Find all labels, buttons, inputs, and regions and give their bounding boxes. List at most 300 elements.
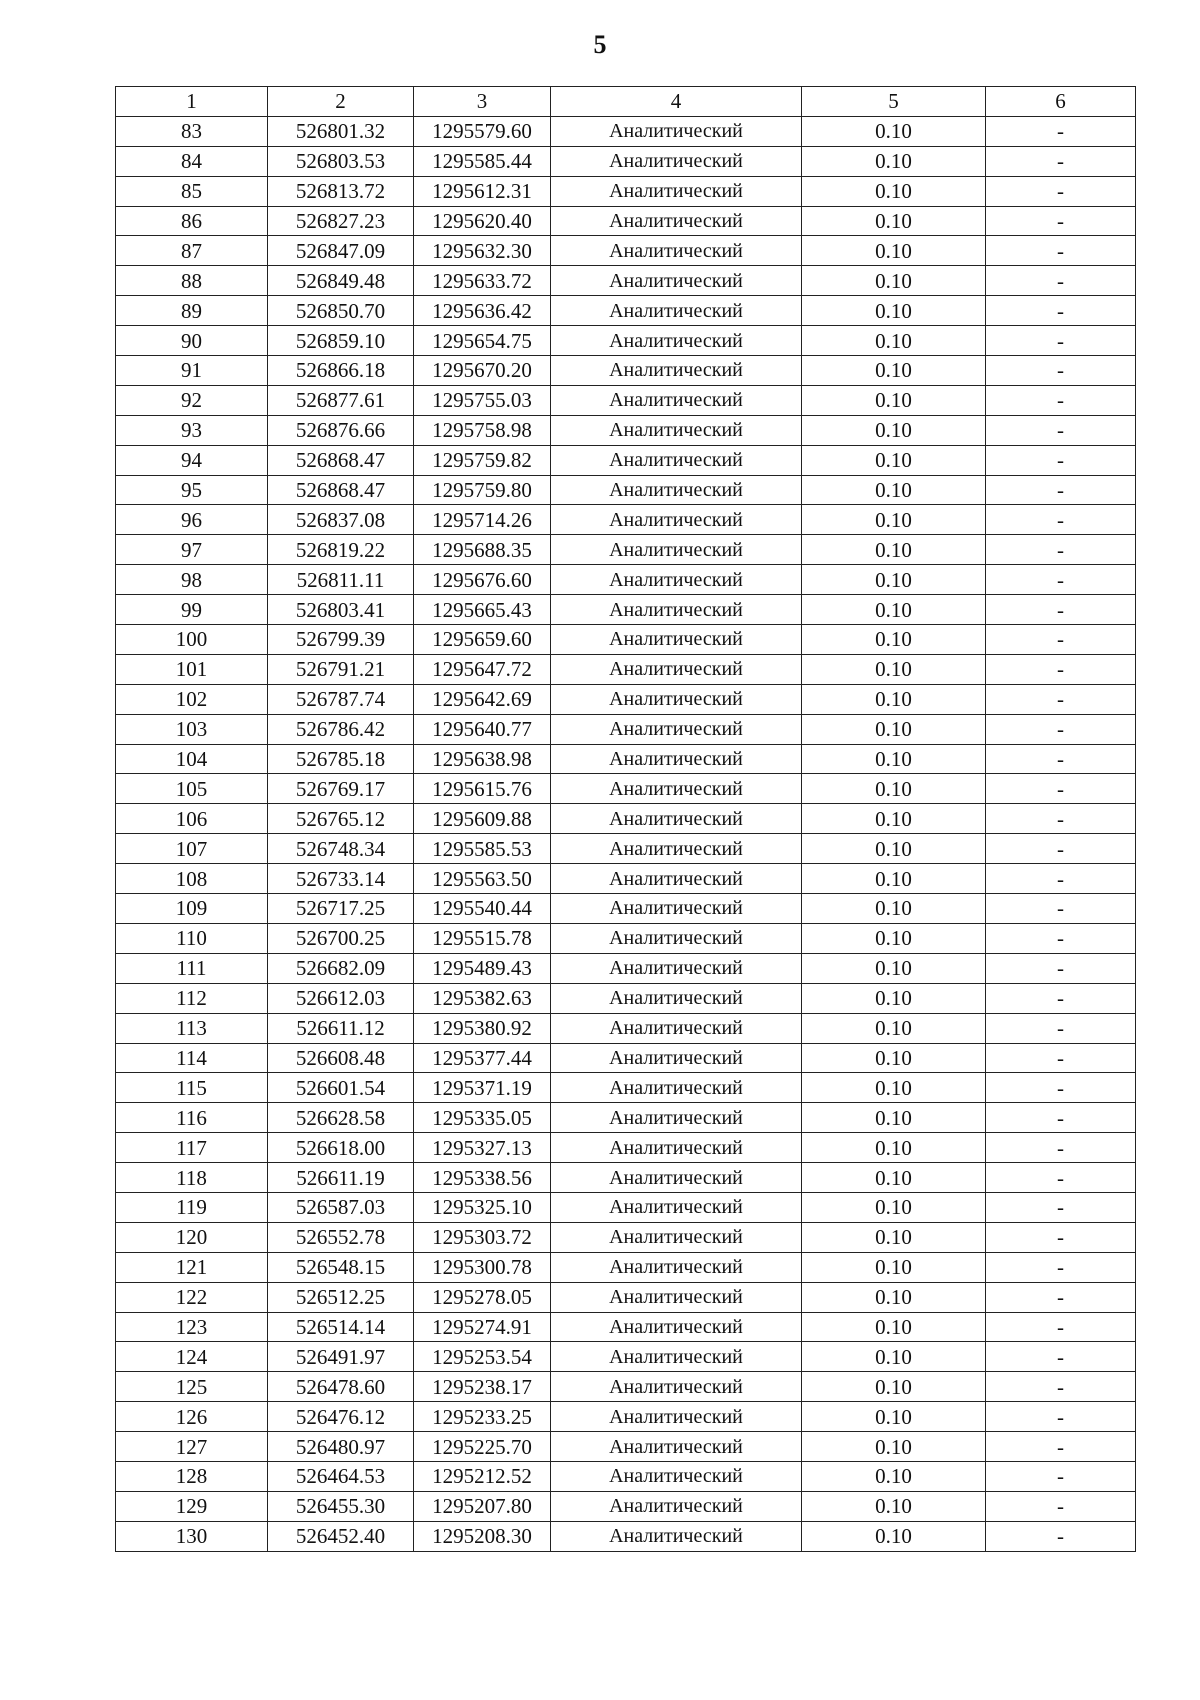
cell-method: Аналитический bbox=[551, 744, 802, 774]
cell-coord-y: 1295759.82 bbox=[414, 445, 551, 475]
cell-accuracy: 0.10 bbox=[802, 475, 986, 505]
table-row bbox=[116, 774, 1136, 804]
cell-note: - bbox=[986, 923, 1136, 953]
cell-point-number: 97 bbox=[116, 535, 268, 565]
cell-method: Аналитический bbox=[551, 1013, 802, 1043]
cell-accuracy: 0.10 bbox=[802, 1163, 986, 1193]
cell-method: Аналитический bbox=[551, 475, 802, 505]
table-row bbox=[116, 1372, 1136, 1402]
cell-coord-y: 1295609.88 bbox=[414, 804, 551, 834]
cell-accuracy: 0.10 bbox=[802, 176, 986, 206]
cell-note: - bbox=[986, 834, 1136, 864]
cell-point-number: 112 bbox=[116, 983, 268, 1013]
cell-accuracy: 0.10 bbox=[802, 146, 986, 176]
cell-coord-y: 1295515.78 bbox=[414, 923, 551, 953]
cell-coord-y: 1295382.63 bbox=[414, 983, 551, 1013]
cell-accuracy: 0.10 bbox=[802, 1521, 986, 1551]
cell-point-number: 87 bbox=[116, 236, 268, 266]
cell-note: - bbox=[986, 654, 1136, 684]
cell-point-number: 118 bbox=[116, 1163, 268, 1193]
cell-method: Аналитический bbox=[551, 385, 802, 415]
cell-coord-x: 526628.58 bbox=[268, 1103, 414, 1133]
cell-method: Аналитический bbox=[551, 296, 802, 326]
cell-note: - bbox=[986, 595, 1136, 625]
cell-point-number: 91 bbox=[116, 356, 268, 386]
cell-point-number: 86 bbox=[116, 206, 268, 236]
cell-note: - bbox=[986, 1402, 1136, 1432]
cell-coord-y: 1295585.53 bbox=[414, 834, 551, 864]
cell-method: Аналитический bbox=[551, 176, 802, 206]
cell-point-number: 130 bbox=[116, 1521, 268, 1551]
table-row bbox=[116, 1461, 1136, 1491]
page-number: 5 bbox=[593, 30, 607, 59]
header-col-5: 5 bbox=[802, 87, 986, 117]
cell-coord-x: 526548.15 bbox=[268, 1252, 414, 1282]
cell-coord-x: 526608.48 bbox=[268, 1043, 414, 1073]
table-row bbox=[116, 1133, 1136, 1163]
cell-accuracy: 0.10 bbox=[802, 415, 986, 445]
cell-coord-y: 1295714.26 bbox=[414, 505, 551, 535]
cell-method: Аналитический bbox=[551, 535, 802, 565]
table-row bbox=[116, 206, 1136, 236]
cell-coord-x: 526850.70 bbox=[268, 296, 414, 326]
cell-accuracy: 0.10 bbox=[802, 1222, 986, 1252]
cell-note: - bbox=[986, 326, 1136, 356]
table-row bbox=[116, 1491, 1136, 1521]
table-header bbox=[116, 87, 1136, 117]
cell-method: Аналитический bbox=[551, 1432, 802, 1462]
cell-coord-y: 1295371.19 bbox=[414, 1073, 551, 1103]
cell-point-number: 92 bbox=[116, 385, 268, 415]
cell-note: - bbox=[986, 1163, 1136, 1193]
cell-accuracy: 0.10 bbox=[802, 505, 986, 535]
cell-accuracy: 0.10 bbox=[802, 1312, 986, 1342]
cell-note: - bbox=[986, 1312, 1136, 1342]
cell-method: Аналитический bbox=[551, 445, 802, 475]
cell-coord-x: 526769.17 bbox=[268, 774, 414, 804]
cell-note: - bbox=[986, 1043, 1136, 1073]
cell-coord-x: 526765.12 bbox=[268, 804, 414, 834]
table-row bbox=[116, 1192, 1136, 1222]
cell-note: - bbox=[986, 1133, 1136, 1163]
cell-accuracy: 0.10 bbox=[802, 714, 986, 744]
table-row bbox=[116, 146, 1136, 176]
cell-coord-y: 1295274.91 bbox=[414, 1312, 551, 1342]
cell-point-number: 106 bbox=[116, 804, 268, 834]
cell-accuracy: 0.10 bbox=[802, 385, 986, 415]
cell-note: - bbox=[986, 176, 1136, 206]
cell-coord-x: 526748.34 bbox=[268, 834, 414, 864]
cell-method: Аналитический bbox=[551, 1192, 802, 1222]
cell-accuracy: 0.10 bbox=[802, 296, 986, 326]
table-row bbox=[116, 894, 1136, 924]
cell-coord-x: 526682.09 bbox=[268, 953, 414, 983]
cell-method: Аналитический bbox=[551, 864, 802, 894]
cell-coord-x: 526866.18 bbox=[268, 356, 414, 386]
cell-coord-x: 526452.40 bbox=[268, 1521, 414, 1551]
cell-coord-y: 1295688.35 bbox=[414, 535, 551, 565]
cell-note: - bbox=[986, 953, 1136, 983]
cell-coord-x: 526611.12 bbox=[268, 1013, 414, 1043]
cell-point-number: 111 bbox=[116, 953, 268, 983]
cell-note: - bbox=[986, 415, 1136, 445]
cell-point-number: 128 bbox=[116, 1461, 268, 1491]
cell-method: Аналитический bbox=[551, 1491, 802, 1521]
table-row bbox=[116, 1312, 1136, 1342]
cell-point-number: 100 bbox=[116, 625, 268, 655]
cell-coord-x: 526876.66 bbox=[268, 415, 414, 445]
cell-point-number: 95 bbox=[116, 475, 268, 505]
cell-method: Аналитический bbox=[551, 565, 802, 595]
cell-coord-y: 1295278.05 bbox=[414, 1282, 551, 1312]
cell-coord-x: 526478.60 bbox=[268, 1372, 414, 1402]
cell-note: - bbox=[986, 535, 1136, 565]
cell-note: - bbox=[986, 236, 1136, 266]
cell-point-number: 105 bbox=[116, 774, 268, 804]
cell-coord-x: 526813.72 bbox=[268, 176, 414, 206]
cell-point-number: 89 bbox=[116, 296, 268, 326]
cell-method: Аналитический bbox=[551, 654, 802, 684]
cell-coord-x: 526491.97 bbox=[268, 1342, 414, 1372]
cell-coord-x: 526799.39 bbox=[268, 625, 414, 655]
cell-coord-y: 1295225.70 bbox=[414, 1432, 551, 1462]
cell-coord-x: 526868.47 bbox=[268, 475, 414, 505]
cell-coord-y: 1295338.56 bbox=[414, 1163, 551, 1193]
table-row bbox=[116, 654, 1136, 684]
cell-coord-x: 526618.00 bbox=[268, 1133, 414, 1163]
cell-accuracy: 0.10 bbox=[802, 356, 986, 386]
cell-coord-x: 526611.19 bbox=[268, 1163, 414, 1193]
cell-note: - bbox=[986, 445, 1136, 475]
cell-note: - bbox=[986, 505, 1136, 535]
cell-method: Аналитический bbox=[551, 505, 802, 535]
cell-method: Аналитический bbox=[551, 1073, 802, 1103]
table-row bbox=[116, 714, 1136, 744]
table-row bbox=[116, 1013, 1136, 1043]
cell-coord-y: 1295612.31 bbox=[414, 176, 551, 206]
cell-method: Аналитический bbox=[551, 1521, 802, 1551]
cell-point-number: 102 bbox=[116, 684, 268, 714]
cell-coord-y: 1295647.72 bbox=[414, 654, 551, 684]
cell-coord-x: 526733.14 bbox=[268, 864, 414, 894]
cell-point-number: 110 bbox=[116, 923, 268, 953]
cell-point-number: 83 bbox=[116, 116, 268, 146]
table-row bbox=[116, 684, 1136, 714]
cell-accuracy: 0.10 bbox=[802, 864, 986, 894]
header-col-6: 6 bbox=[986, 87, 1136, 117]
cell-accuracy: 0.10 bbox=[802, 684, 986, 714]
table-row bbox=[116, 296, 1136, 326]
table-row bbox=[116, 1432, 1136, 1462]
table-row bbox=[116, 505, 1136, 535]
cell-method: Аналитический bbox=[551, 146, 802, 176]
cell-accuracy: 0.10 bbox=[802, 804, 986, 834]
cell-coord-x: 526787.74 bbox=[268, 684, 414, 714]
cell-accuracy: 0.10 bbox=[802, 1342, 986, 1372]
cell-method: Аналитический bbox=[551, 983, 802, 1013]
cell-note: - bbox=[986, 1222, 1136, 1252]
cell-method: Аналитический bbox=[551, 894, 802, 924]
table-row bbox=[116, 1521, 1136, 1551]
cell-accuracy: 0.10 bbox=[802, 535, 986, 565]
table-row bbox=[116, 445, 1136, 475]
cell-coord-x: 526480.97 bbox=[268, 1432, 414, 1462]
cell-coord-x: 526464.53 bbox=[268, 1461, 414, 1491]
cell-coord-x: 526827.23 bbox=[268, 206, 414, 236]
cell-note: - bbox=[986, 1013, 1136, 1043]
cell-coord-x: 526785.18 bbox=[268, 744, 414, 774]
header-col-2: 2 bbox=[268, 87, 414, 117]
table-row bbox=[116, 983, 1136, 1013]
cell-accuracy: 0.10 bbox=[802, 1432, 986, 1462]
cell-point-number: 122 bbox=[116, 1282, 268, 1312]
cell-coord-y: 1295636.42 bbox=[414, 296, 551, 326]
table-body bbox=[116, 116, 1136, 1551]
cell-coord-x: 526801.32 bbox=[268, 116, 414, 146]
cell-note: - bbox=[986, 565, 1136, 595]
cell-coord-y: 1295233.25 bbox=[414, 1402, 551, 1432]
cell-coord-x: 526514.14 bbox=[268, 1312, 414, 1342]
cell-method: Аналитический bbox=[551, 804, 802, 834]
cell-coord-x: 526819.22 bbox=[268, 535, 414, 565]
table-row bbox=[116, 804, 1136, 834]
table-row bbox=[116, 356, 1136, 386]
cell-accuracy: 0.10 bbox=[802, 1282, 986, 1312]
cell-accuracy: 0.10 bbox=[802, 326, 986, 356]
cell-coord-x: 526476.12 bbox=[268, 1402, 414, 1432]
cell-method: Аналитический bbox=[551, 1282, 802, 1312]
cell-method: Аналитический bbox=[551, 684, 802, 714]
cell-point-number: 101 bbox=[116, 654, 268, 684]
cell-accuracy: 0.10 bbox=[802, 565, 986, 595]
cell-point-number: 104 bbox=[116, 744, 268, 774]
cell-note: - bbox=[986, 475, 1136, 505]
cell-note: - bbox=[986, 1192, 1136, 1222]
cell-method: Аналитический bbox=[551, 625, 802, 655]
cell-coord-x: 526601.54 bbox=[268, 1073, 414, 1103]
cell-note: - bbox=[986, 116, 1136, 146]
cell-point-number: 115 bbox=[116, 1073, 268, 1103]
cell-note: - bbox=[986, 684, 1136, 714]
coordinates-table bbox=[115, 86, 1136, 1552]
cell-point-number: 85 bbox=[116, 176, 268, 206]
cell-method: Аналитический bbox=[551, 774, 802, 804]
cell-note: - bbox=[986, 983, 1136, 1013]
table-row bbox=[116, 535, 1136, 565]
cell-coord-x: 526700.25 bbox=[268, 923, 414, 953]
cell-method: Аналитический bbox=[551, 595, 802, 625]
cell-note: - bbox=[986, 804, 1136, 834]
cell-method: Аналитический bbox=[551, 1372, 802, 1402]
table-row bbox=[116, 1043, 1136, 1073]
cell-accuracy: 0.10 bbox=[802, 116, 986, 146]
header-col-1: 1 bbox=[116, 87, 268, 117]
cell-coord-y: 1295208.30 bbox=[414, 1521, 551, 1551]
cell-method: Аналитический bbox=[551, 953, 802, 983]
cell-coord-x: 526512.25 bbox=[268, 1282, 414, 1312]
cell-accuracy: 0.10 bbox=[802, 654, 986, 684]
cell-method: Аналитический bbox=[551, 1461, 802, 1491]
cell-point-number: 99 bbox=[116, 595, 268, 625]
cell-coord-x: 526587.03 bbox=[268, 1192, 414, 1222]
cell-point-number: 93 bbox=[116, 415, 268, 445]
cell-accuracy: 0.10 bbox=[802, 923, 986, 953]
cell-note: - bbox=[986, 744, 1136, 774]
cell-coord-y: 1295638.98 bbox=[414, 744, 551, 774]
cell-coord-x: 526791.21 bbox=[268, 654, 414, 684]
cell-coord-y: 1295238.17 bbox=[414, 1372, 551, 1402]
cell-note: - bbox=[986, 266, 1136, 296]
cell-point-number: 114 bbox=[116, 1043, 268, 1073]
cell-coord-y: 1295325.10 bbox=[414, 1192, 551, 1222]
cell-coord-x: 526803.53 bbox=[268, 146, 414, 176]
table-row bbox=[116, 326, 1136, 356]
cell-point-number: 129 bbox=[116, 1491, 268, 1521]
cell-coord-y: 1295585.44 bbox=[414, 146, 551, 176]
cell-method: Аналитический bbox=[551, 326, 802, 356]
cell-coord-y: 1295640.77 bbox=[414, 714, 551, 744]
cell-coord-y: 1295642.69 bbox=[414, 684, 551, 714]
cell-note: - bbox=[986, 1103, 1136, 1133]
cell-coord-y: 1295759.80 bbox=[414, 475, 551, 505]
cell-coord-y: 1295615.76 bbox=[414, 774, 551, 804]
table-row bbox=[116, 595, 1136, 625]
cell-coord-y: 1295579.60 bbox=[414, 116, 551, 146]
cell-note: - bbox=[986, 1342, 1136, 1372]
cell-coord-x: 526849.48 bbox=[268, 266, 414, 296]
cell-method: Аналитический bbox=[551, 266, 802, 296]
cell-method: Аналитический bbox=[551, 236, 802, 266]
cell-accuracy: 0.10 bbox=[802, 445, 986, 475]
cell-coord-y: 1295377.44 bbox=[414, 1043, 551, 1073]
cell-coord-x: 526717.25 bbox=[268, 894, 414, 924]
cell-coord-y: 1295300.78 bbox=[414, 1252, 551, 1282]
table-row bbox=[116, 864, 1136, 894]
cell-coord-y: 1295327.13 bbox=[414, 1133, 551, 1163]
cell-coord-x: 526455.30 bbox=[268, 1491, 414, 1521]
cell-coord-x: 526847.09 bbox=[268, 236, 414, 266]
cell-coord-x: 526859.10 bbox=[268, 326, 414, 356]
table-row bbox=[116, 415, 1136, 445]
header-row bbox=[116, 87, 1136, 117]
cell-coord-y: 1295659.60 bbox=[414, 625, 551, 655]
cell-accuracy: 0.10 bbox=[802, 625, 986, 655]
cell-note: - bbox=[986, 774, 1136, 804]
cell-accuracy: 0.10 bbox=[802, 206, 986, 236]
cell-note: - bbox=[986, 1461, 1136, 1491]
cell-point-number: 94 bbox=[116, 445, 268, 475]
cell-coord-x: 526786.42 bbox=[268, 714, 414, 744]
cell-method: Аналитический bbox=[551, 1133, 802, 1163]
table-row bbox=[116, 176, 1136, 206]
cell-method: Аналитический bbox=[551, 1043, 802, 1073]
cell-point-number: 126 bbox=[116, 1402, 268, 1432]
cell-coord-y: 1295303.72 bbox=[414, 1222, 551, 1252]
cell-method: Аналитический bbox=[551, 1402, 802, 1432]
cell-point-number: 88 bbox=[116, 266, 268, 296]
cell-accuracy: 0.10 bbox=[802, 1491, 986, 1521]
cell-accuracy: 0.10 bbox=[802, 953, 986, 983]
cell-coord-y: 1295335.05 bbox=[414, 1103, 551, 1133]
cell-note: - bbox=[986, 1282, 1136, 1312]
cell-note: - bbox=[986, 206, 1136, 236]
table-row bbox=[116, 1073, 1136, 1103]
cell-point-number: 84 bbox=[116, 146, 268, 176]
cell-method: Аналитический bbox=[551, 1103, 802, 1133]
cell-coord-y: 1295654.75 bbox=[414, 326, 551, 356]
table-row bbox=[116, 475, 1136, 505]
cell-point-number: 116 bbox=[116, 1103, 268, 1133]
cell-accuracy: 0.10 bbox=[802, 894, 986, 924]
cell-note: - bbox=[986, 296, 1136, 326]
cell-note: - bbox=[986, 1491, 1136, 1521]
cell-accuracy: 0.10 bbox=[802, 1461, 986, 1491]
table-row bbox=[116, 625, 1136, 655]
cell-method: Аналитический bbox=[551, 1312, 802, 1342]
cell-point-number: 113 bbox=[116, 1013, 268, 1043]
cell-coord-y: 1295758.98 bbox=[414, 415, 551, 445]
cell-accuracy: 0.10 bbox=[802, 744, 986, 774]
cell-coord-x: 526837.08 bbox=[268, 505, 414, 535]
table-row bbox=[116, 1342, 1136, 1372]
cell-point-number: 120 bbox=[116, 1222, 268, 1252]
cell-note: - bbox=[986, 1252, 1136, 1282]
table-row bbox=[116, 1222, 1136, 1252]
table-row bbox=[116, 923, 1136, 953]
cell-note: - bbox=[986, 894, 1136, 924]
cell-point-number: 107 bbox=[116, 834, 268, 864]
cell-coord-y: 1295632.30 bbox=[414, 236, 551, 266]
cell-coord-x: 526552.78 bbox=[268, 1222, 414, 1252]
cell-note: - bbox=[986, 356, 1136, 386]
cell-note: - bbox=[986, 714, 1136, 744]
cell-coord-y: 1295676.60 bbox=[414, 565, 551, 595]
header-col-4: 4 bbox=[551, 87, 802, 117]
cell-note: - bbox=[986, 1073, 1136, 1103]
cell-accuracy: 0.10 bbox=[802, 236, 986, 266]
cell-method: Аналитический bbox=[551, 1163, 802, 1193]
cell-method: Аналитический bbox=[551, 714, 802, 744]
cell-coord-y: 1295755.03 bbox=[414, 385, 551, 415]
cell-coord-y: 1295563.50 bbox=[414, 864, 551, 894]
table-row bbox=[116, 834, 1136, 864]
table-row bbox=[116, 385, 1136, 415]
cell-coord-y: 1295665.43 bbox=[414, 595, 551, 625]
cell-point-number: 108 bbox=[116, 864, 268, 894]
table-row bbox=[116, 1103, 1136, 1133]
cell-accuracy: 0.10 bbox=[802, 983, 986, 1013]
table-row bbox=[116, 565, 1136, 595]
cell-method: Аналитический bbox=[551, 116, 802, 146]
cell-coord-y: 1295380.92 bbox=[414, 1013, 551, 1043]
cell-accuracy: 0.10 bbox=[802, 1372, 986, 1402]
cell-note: - bbox=[986, 385, 1136, 415]
cell-method: Аналитический bbox=[551, 356, 802, 386]
cell-method: Аналитический bbox=[551, 1222, 802, 1252]
table-row bbox=[116, 1402, 1136, 1432]
cell-point-number: 125 bbox=[116, 1372, 268, 1402]
cell-point-number: 127 bbox=[116, 1432, 268, 1462]
cell-coord-y: 1295633.72 bbox=[414, 266, 551, 296]
cell-point-number: 119 bbox=[116, 1192, 268, 1222]
cell-coord-y: 1295207.80 bbox=[414, 1491, 551, 1521]
cell-accuracy: 0.10 bbox=[802, 774, 986, 804]
table-row bbox=[116, 744, 1136, 774]
cell-method: Аналитический bbox=[551, 1342, 802, 1372]
cell-coord-x: 526803.41 bbox=[268, 595, 414, 625]
cell-note: - bbox=[986, 1521, 1136, 1551]
cell-coord-y: 1295253.54 bbox=[414, 1342, 551, 1372]
